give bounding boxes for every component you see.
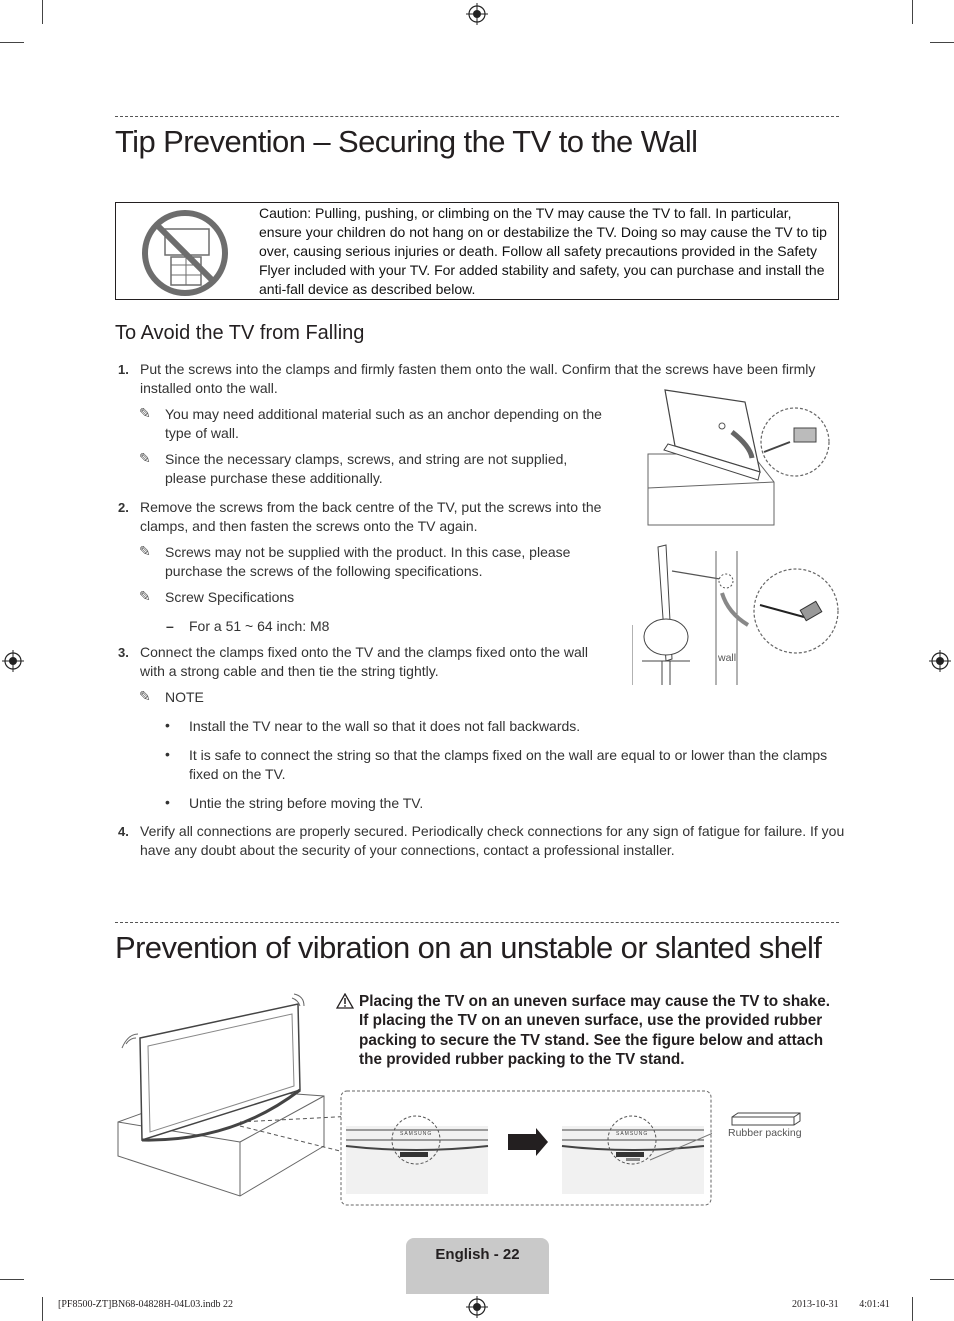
- step-text-line: Connect the clamps fixed onto the TV and the clamps fixed onto the wall: [140, 644, 588, 660]
- rubber-packing-piece-icon: [730, 1111, 802, 1127]
- tv-wall-clamp-illustration: [640, 384, 830, 529]
- step-number: 4.: [118, 824, 129, 839]
- registration-mark-icon: [2, 650, 24, 672]
- bullet-glyph: •: [165, 794, 170, 810]
- bullet-text-line: Untie the string before moving the TV.: [189, 795, 424, 811]
- bullet-glyph: •: [165, 746, 170, 762]
- warning-text: Placing the TV on an uneven surface may cause the TV to shake. If placing the TV on an uneven surface, use the provided rubber packing to secure the TV stand. See the figure below and attach the provided rubber packing to the TV stand.: [359, 993, 830, 1068]
- pencil-icon: ✎: [139, 688, 151, 704]
- registration-mark-icon: [929, 650, 951, 672]
- brand-mark-right: SAMSUNG: [616, 1131, 649, 1137]
- caution-text: Caution: Pulling, pushing, or climbing on the TV may cause the TV to fall. In particular, ensure your children do not hang on or destabilize the TV. Doing so may cause the TV to tip over, causing serious injuries or death. Follow all safety precautions provided in the Safety Flyer included with your TV. For added stability and safety, you can purchase and install the anti-fall device as described below.: [259, 205, 827, 297]
- step-text-line: Verify all connections are properly secured. Periodically check connections for any sign of fatigue for failure. If you: [140, 823, 845, 839]
- pencil-icon: ✎: [139, 405, 151, 421]
- note-text-line: Since the necessary clamps, screws, and string are not supplied,: [165, 451, 568, 467]
- bullet-glyph: •: [165, 717, 170, 733]
- crop-mark: [912, 1297, 913, 1321]
- print-slug-right: 2013-10-31 ￿￿ 4:01:41: [792, 1299, 890, 1310]
- crop-mark: [0, 1279, 24, 1280]
- section-title-vibration: Prevention of vibration on an unstable or slanted shelf: [115, 930, 822, 965]
- rubber-packing-label: Rubber packing: [728, 1127, 802, 1139]
- step-text-line: have any doubt about the security of your connections, contact a professional installer.: [140, 842, 675, 858]
- section-divider: [115, 116, 839, 117]
- bullet-text-line: fixed on the TV.: [189, 766, 286, 782]
- rubber-packing-detail-illustration: [340, 1090, 712, 1206]
- registration-mark-icon: [466, 3, 488, 25]
- crop-mark: [912, 0, 913, 24]
- crop-mark: [42, 0, 43, 24]
- note-text-line: type of wall.: [165, 425, 239, 441]
- page-number-label: English - 22: [435, 1246, 520, 1263]
- crop-mark: [42, 1297, 43, 1321]
- section-divider: [115, 922, 839, 923]
- step-text-line: clamps, and then fasten the screws onto the TV again.: [140, 518, 478, 534]
- step-number: 3.: [118, 645, 129, 660]
- step-number: 1.: [118, 362, 129, 377]
- section-title-tip-prevention: Tip Prevention – Securing the TV to the Wall: [115, 124, 698, 159]
- note-text-line: You may need additional material such as an anchor depending on the: [165, 406, 602, 422]
- step-text-line: Put the screws into the clamps and firmly fasten them onto the wall. Confirm that the screws have been firmly: [140, 361, 816, 377]
- pencil-icon: ✎: [139, 588, 151, 604]
- crop-mark: [930, 42, 954, 43]
- spec-dash: –: [166, 618, 174, 634]
- subheading-avoid-falling: To Avoid the TV from Falling: [115, 322, 365, 344]
- tv-side-view-wall-illustration: [632, 541, 842, 686]
- pencil-icon: ✎: [139, 450, 151, 466]
- bullet-text-line: It is safe to connect the string so that the clamps fixed on the wall are equal to or lower than the clamps: [189, 747, 828, 763]
- note-label: NOTE: [165, 689, 204, 705]
- registration-mark-icon: [466, 1296, 488, 1318]
- note-text-line: Screw Specifications: [165, 589, 295, 605]
- brand-mark-left: SAMSUNG: [400, 1131, 433, 1137]
- crop-mark: [930, 1279, 954, 1280]
- note-text-line: please purchase these additionally.: [165, 470, 383, 486]
- note-text-line: purchase the screws of the following specifications.: [165, 563, 483, 579]
- print-slug-left: [PF8500-ZT]BN68-04828H-04L03.indb 22: [58, 1299, 233, 1310]
- crop-mark: [0, 42, 24, 43]
- no-climbing-prohibition-icon: [141, 209, 229, 297]
- step-text-line: installed onto the wall.: [140, 380, 278, 396]
- step-text-line: with a strong cable and then tie the string tightly.: [140, 663, 439, 679]
- pencil-icon: ✎: [139, 543, 151, 559]
- note-text-line: Screws may not be supplied with the product. In this case, please: [165, 544, 571, 560]
- wall-label: wall: [718, 652, 737, 664]
- warning-triangle-icon: [336, 993, 354, 1009]
- screw-spec: For a 51 ~ 64 inch: M8: [189, 618, 330, 634]
- step-number: 2.: [118, 500, 129, 515]
- step-text-line: Remove the screws from the back centre of the TV, put the screws into the: [140, 499, 602, 515]
- bullet-text-line: Install the TV near to the wall so that it does not fall backwards.: [189, 718, 581, 734]
